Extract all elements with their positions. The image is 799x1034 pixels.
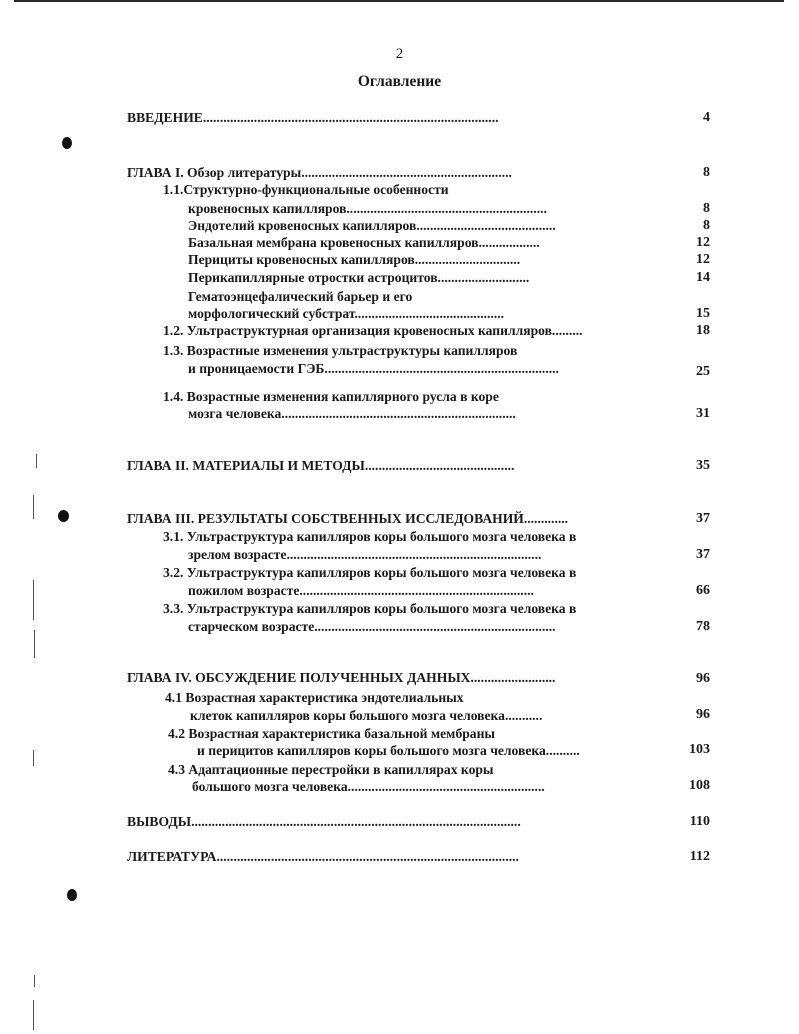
toc-literature: ЛИТЕРАТУРА......................................................................................... [127, 849, 519, 864]
toc-chapter-2: ГЛАВА II. МАТЕРИАЛЫ И МЕТОДЫ............................................ [127, 458, 515, 473]
toc-section: старческом возрасте....................................................................... [188, 619, 556, 634]
page-title: Оглавление [357, 73, 442, 90]
toc-section: 4.2 Возрастная характеристика базальной мембраны [168, 726, 496, 741]
toc-page: 37 [696, 547, 710, 562]
toc-section: морфологический субстрат............................................ [188, 306, 505, 321]
toc-page: 12 [696, 252, 710, 267]
hole-punch-mark [62, 137, 72, 149]
hole-punch-mark [67, 889, 77, 901]
toc-page: 8 [703, 165, 710, 180]
toc-page: 8 [703, 218, 710, 233]
toc-section: и перицитов капилляров коры большого мозга человека.......... [197, 743, 580, 758]
toc-page: 12 [696, 235, 710, 250]
toc-section: зрелом возрасте........................................................................... [188, 547, 542, 562]
toc-page: 37 [696, 511, 710, 526]
scan-speck [34, 975, 35, 987]
toc-section: 4.1 Возрастная характеристика эндотелиальных [165, 690, 464, 705]
toc-page: 18 [696, 323, 710, 338]
toc-conclusions: ВЫВОДЫ................................................................................................. [127, 814, 521, 829]
toc-chapter-1: ГЛАВА I. Обзор литературы.............................................................. [127, 165, 512, 180]
toc-section: Базальная мембрана кровеносных капилляров.................. [188, 235, 540, 250]
toc-chapter-4: ГЛАВА IV. ОБСУЖДЕНИЕ ПОЛУЧЕННЫХ ДАННЫХ......................... [127, 670, 556, 685]
toc-section: 3.3. Ультраструктура капилляров коры большого мозга человека в [163, 601, 577, 616]
toc-page: 66 [696, 583, 710, 598]
toc-page: 31 [696, 406, 710, 421]
toc-section: 4.3 Адаптационные перестройки в капиллярах коры [168, 762, 494, 777]
toc-intro: ВВЕДЕНИЕ....................................................................................... [127, 110, 499, 125]
toc-page: 14 [696, 270, 710, 285]
toc-section: 3.2. Ультраструктура капилляров коры большого мозга человека в [163, 565, 577, 580]
toc-page: 112 [689, 849, 710, 864]
toc-page: 96 [696, 671, 710, 686]
toc-page: 15 [696, 306, 710, 321]
hole-punch-mark [58, 510, 69, 522]
toc-section: Гематоэнцефалический барьер и его [188, 289, 413, 304]
toc-section: и проницаемости ГЭБ..................................................................... [188, 361, 559, 376]
toc-section: Перициты кровеносных капилляров............................... [188, 252, 521, 267]
scan-speck [36, 454, 37, 468]
toc-section: кровеносных капилляров........................................................... [188, 201, 547, 216]
toc-page: 108 [689, 778, 710, 793]
toc-section: Перикапиллярные отростки астроцитов........................... [188, 270, 530, 285]
toc-section: мозга человека..................................................................... [188, 406, 516, 421]
scan-speck [34, 630, 35, 658]
toc-page: 78 [696, 619, 710, 634]
scan-speck [33, 580, 34, 620]
toc-page: 103 [689, 742, 710, 757]
toc-section: 1.1.Структурно-функциональные особенности [163, 182, 449, 197]
toc-section: 1.4. Возрастные изменения капиллярного русла в коре [163, 389, 499, 404]
toc-page: 110 [689, 814, 710, 829]
toc-section: 1.3. Возрастные изменения ультраструктуры капилляров [163, 343, 518, 358]
scan-speck [33, 750, 34, 766]
toc-chapter-3: ГЛАВА III. РЕЗУЛЬТАТЫ СОБСТВЕННЫХ ИССЛЕДОВАНИЙ............. [127, 511, 569, 526]
scan-speck [33, 495, 34, 519]
toc-page: 25 [696, 364, 710, 379]
toc-section: большого мозга человека.......................................................... [192, 779, 545, 794]
toc-section: клеток капилляров коры большого мозга человека........... [190, 708, 543, 723]
toc-section: 1.2. Ультраструктурная организация кровеносных капилляров......... [163, 323, 583, 338]
toc-section: Эндотелий кровеносных капилляров......................................... [188, 218, 556, 233]
toc-page: 8 [703, 201, 710, 216]
toc-page: 4 [703, 110, 710, 125]
toc-page: 35 [696, 458, 710, 473]
toc-section: 3.1. Ультраструктура капилляров коры большого мозга человека в [163, 529, 577, 544]
toc-section: пожилом возрасте..................................................................... [188, 583, 534, 598]
scan-top-border [14, 0, 784, 2]
toc-page: 96 [696, 707, 710, 722]
page-number: 2 [395, 46, 404, 62]
scan-speck [33, 1000, 34, 1030]
